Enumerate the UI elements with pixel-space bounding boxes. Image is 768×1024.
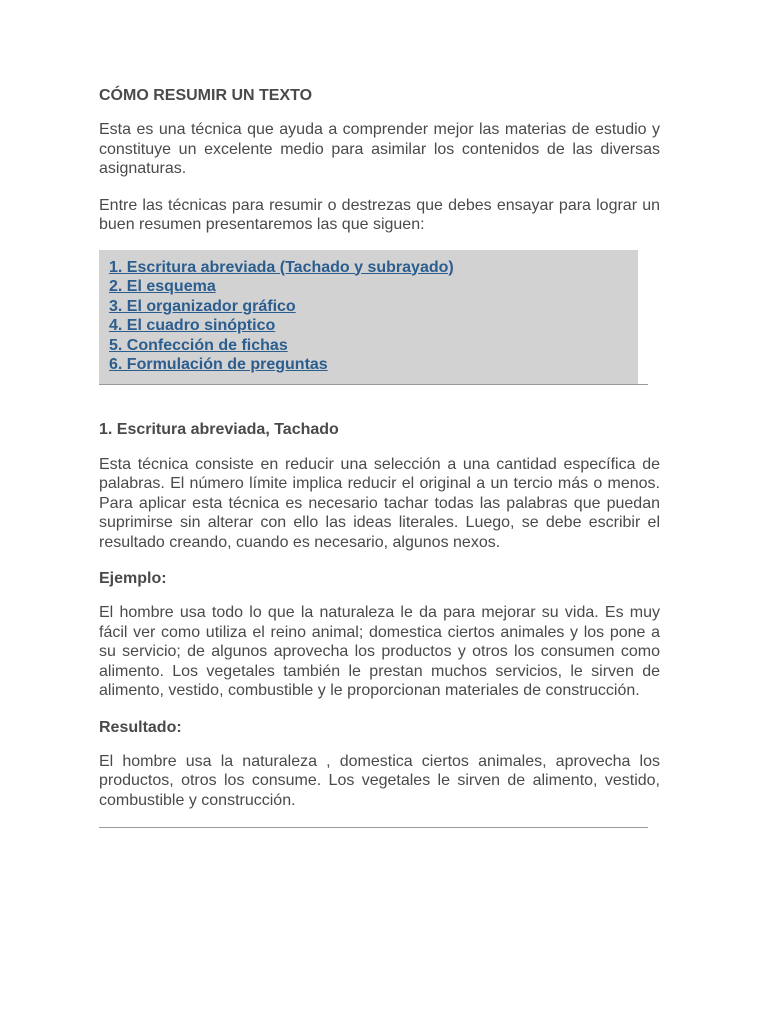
table-of-contents [99, 250, 638, 384]
example-text: El hombre usa todo lo que la naturaleza le da para mejorar su vida. Es muy fácil ver como utiliza el reino animal; domestica ciertos animales y los pone a su servicio; de algunos aprovecha los productos y otros los consumen como alimento. Los vegetales también le prestan muchos servicios, le sirven de alimento, vestido, combustible y le proporcionan materiales de construcción. [99, 604, 660, 699]
page-title: CÓMO RESUMIR UN TEXTO [99, 87, 313, 104]
section-heading: 1. Escritura abreviada, Tachado [99, 420, 339, 438]
divider-top [99, 384, 648, 385]
toc-link-formulacion-preguntas[interactable]: 6. Formulación de preguntas [109, 356, 328, 373]
toc-link-escritura-abreviada[interactable]: 1. Escritura abreviada (Tachado y subrayado) [109, 258, 454, 276]
example-label: Ejemplo: [99, 570, 167, 587]
intro-paragraph-2: Entre las técnicas para resumir o destrezas que debes ensayar para lograr un buen resumen presentaremos las que siguen: [99, 196, 660, 233]
intro-paragraph-1: Esta es una técnica que ayuda a comprender mejor las materias de estudio y constituye un excelente medio para asimilar los contenidos de las diversas asignaturas. [99, 121, 660, 177]
section-description: Esta técnica consiste en reducir una selección a una cantidad específica de palabras. El número límite implica reducir el original a un tercio más o menos. Para aplicar esta técnica es necesario tachar todas las palabras que puedan suprimirse sin alterar con ello las ideas literales. Luego, se debe escribir el resultado creando, cuando es necesario, algunos nexos. [99, 455, 660, 551]
result-text: El hombre usa la naturaleza , domestica ciertos animales, aprovecha los productos, otros los consume. Los vegetales le sirven de alimento, vestido, combustible y construcción. [99, 752, 660, 809]
toc-link-cuadro-sinoptico[interactable]: 4. El cuadro sinóptico [109, 317, 276, 334]
toc-link-organizador-grafico[interactable]: 3. El organizador gráfico [109, 297, 296, 315]
toc-link-confeccion-fichas[interactable]: 5. Confección de fichas [109, 336, 288, 354]
result-label: Resultado: [99, 718, 182, 736]
toc-link-esquema[interactable]: 2. El esquema [109, 278, 216, 295]
divider-bottom [99, 827, 648, 828]
document-page [99, 86, 660, 828]
